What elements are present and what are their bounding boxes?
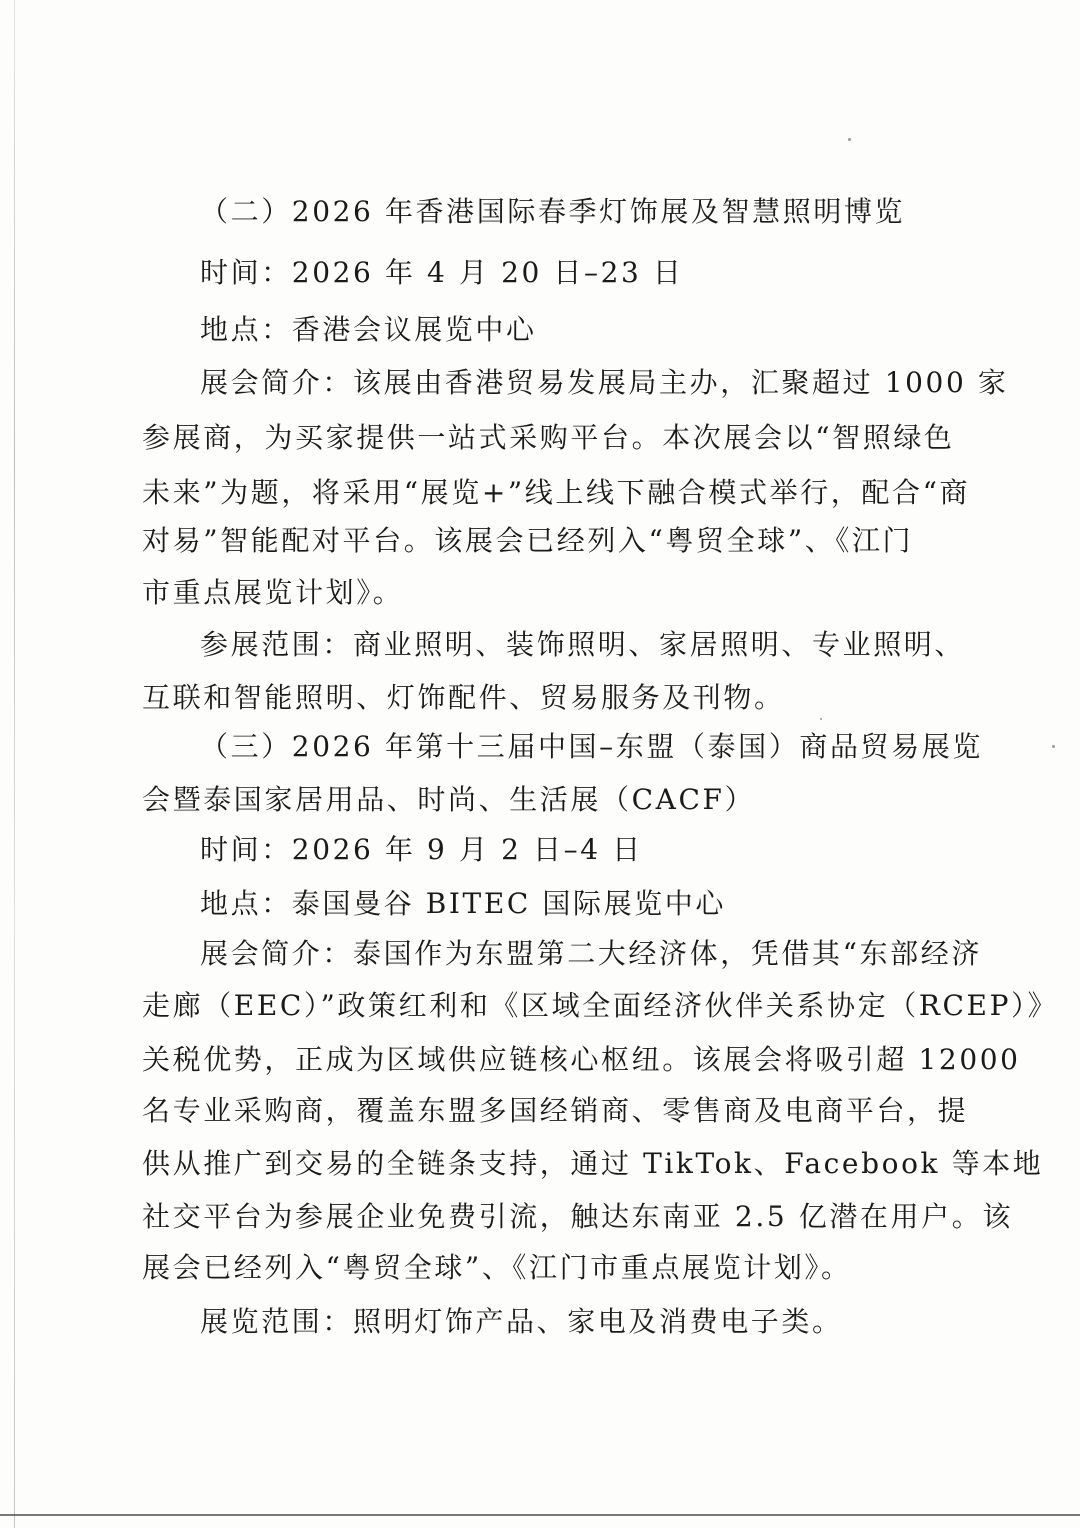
scan-bottom-edge xyxy=(0,1514,1080,1516)
scan-left-edge xyxy=(14,0,15,1528)
expo-three-time: 时间：2026 年 9 月 2 日–4 日 xyxy=(200,833,643,866)
expo-two-intro-line: 展会简介：该展由香港贸易发展局主办，汇聚超过 1000 家 xyxy=(200,366,1009,399)
expo-three-scope: 展览范围：照明灯饰产品、家电及消费电子类。 xyxy=(200,1305,843,1338)
expo-three-intro-line: 展会简介：泰国作为东盟第二大经济体，凭借其“东部经济 xyxy=(200,937,982,970)
expo-two-intro-line: 对易”智能配对平台。该展会已经列入“粤贸全球”、《江门 xyxy=(142,524,914,557)
expo-two-scope-line: 互联和智能照明、灯饰配件、贸易服务及刊物。 xyxy=(142,681,785,714)
scan-speck xyxy=(1052,745,1055,748)
expo-two-location: 地点：香港会议展览中心 xyxy=(200,313,537,346)
expo-two-intro-line: 参展商，为买家提供一站式采购平台。本次展会以“智照绿色 xyxy=(142,421,955,454)
expo-two-intro-line: 未来”为题，将采用“展览+”线上线下融合模式举行，配合“商 xyxy=(142,476,971,509)
expo-two-scope-line: 参展范围：商业照明、装饰照明、家居照明、专业照明、 xyxy=(200,628,966,661)
section-heading-three: （三）2026 年第十三届中国–东盟（泰国）商品贸易展览 xyxy=(200,730,983,763)
expo-three-location: 地点：泰国曼谷 BITEC 国际展览中心 xyxy=(200,887,726,920)
expo-three-intro-line: 走廊（EEC）”政策红利和《区域全面经济伙伴关系协定（RCEP）》 xyxy=(142,989,1059,1022)
expo-three-intro-line: 名专业采购商，覆盖东盟多国经销商、零售商及电商平台，提 xyxy=(142,1094,969,1127)
scan-speck xyxy=(820,718,822,720)
section-heading-two: （二）2026 年香港国际春季灯饰展及智慧照明博览 xyxy=(200,195,906,228)
section-heading-three-cont: 会暨泰国家居用品、时尚、生活展（CACF） xyxy=(142,783,756,816)
expo-three-intro-line: 社交平台为参展企业免费引流，触达东南亚 2.5 亿潜在用户。该 xyxy=(142,1200,1013,1233)
expo-two-time: 时间：2026 年 4 月 20 日–23 日 xyxy=(200,256,684,289)
expo-two-intro-line: 市重点展览计划》。 xyxy=(142,576,404,609)
expo-three-intro-line: 展会已经列入“粤贸全球”、《江门市重点展览计划》。 xyxy=(142,1251,852,1284)
scan-speck xyxy=(848,138,851,141)
expo-three-intro-line: 关税优势，正成为区域供应链核心枢纽。该展会将吸引超 12000 xyxy=(142,1043,1021,1076)
expo-three-intro-line: 供从推广到交易的全链条支持，通过 TikTok、Facebook 等本地 xyxy=(142,1147,1044,1180)
